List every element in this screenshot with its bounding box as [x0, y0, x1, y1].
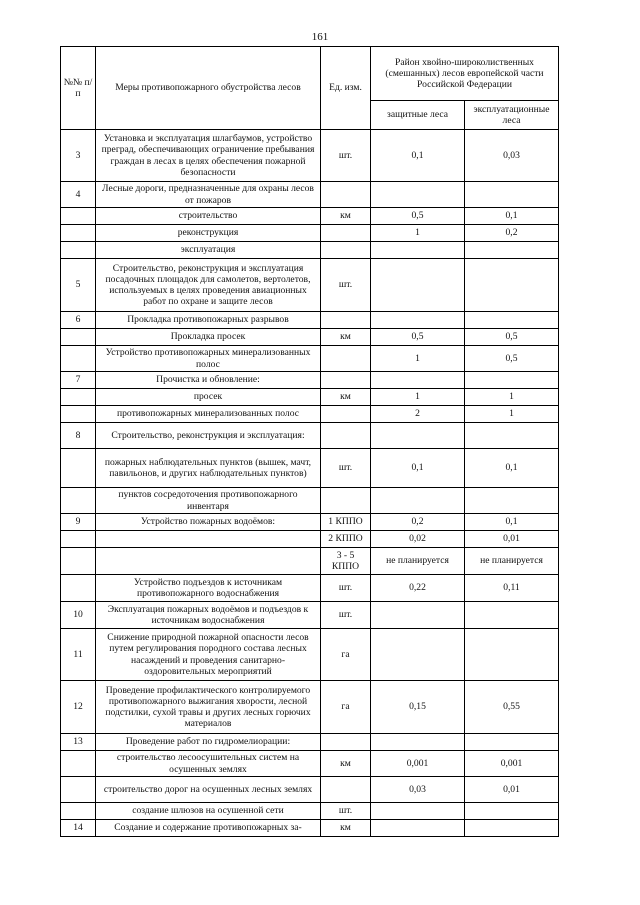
row-protective-value — [371, 734, 465, 751]
table-row — [61, 130, 559, 182]
row-number — [61, 575, 96, 602]
row-measure: эксплуатация — [96, 242, 321, 259]
row-protective-value: 0,02 — [371, 531, 465, 548]
row-measure: реконструкция — [96, 225, 321, 242]
row-protective-value: 0,5 — [371, 208, 465, 225]
row-unit: шт. — [321, 602, 371, 629]
table-row — [61, 346, 559, 372]
row-unit: км — [321, 751, 371, 777]
row-number: 9 — [61, 514, 96, 531]
row-number — [61, 548, 96, 575]
row-number — [61, 449, 96, 488]
table-row — [61, 372, 559, 389]
row-protective-value: 2 — [371, 406, 465, 423]
row-unit — [321, 182, 371, 208]
row-number — [61, 803, 96, 820]
row-number: 3 — [61, 130, 96, 182]
table-row — [61, 225, 559, 242]
table-row — [61, 803, 559, 820]
row-measure: Проведение профилактического контролируемого противопожарного выжигания хворости, лесной подстилки, сухой травы и других лесных горючих материалов — [96, 681, 321, 734]
row-unit — [321, 242, 371, 259]
row-protective-value — [371, 372, 465, 389]
row-exploitation-value: 0,55 — [465, 681, 559, 734]
row-exploitation-value — [465, 242, 559, 259]
row-exploitation-value: не планируется — [465, 548, 559, 575]
row-unit: шт. — [321, 259, 371, 312]
row-exploitation-value — [465, 820, 559, 837]
row-measure: строительство — [96, 208, 321, 225]
row-protective-value: 0,5 — [371, 329, 465, 346]
row-number: 8 — [61, 423, 96, 449]
row-protective-value — [371, 242, 465, 259]
row-number: 7 — [61, 372, 96, 389]
row-protective-value — [371, 602, 465, 629]
row-unit: шт. — [321, 449, 371, 488]
row-measure: пожарных наблюдательных пунктов (вышек, мачт, павильонов, и других наблюдательных пунктов) — [96, 449, 321, 488]
table-row — [61, 449, 559, 488]
row-unit: 1 КППО — [321, 514, 371, 531]
table-row — [61, 182, 559, 208]
row-unit: 3 - 5 КППО — [321, 548, 371, 575]
row-protective-value — [371, 312, 465, 329]
header-number: №№ п/п — [61, 47, 96, 130]
row-measure: Устройство подъездов к источникам противопожарного водоснабжения — [96, 575, 321, 602]
row-exploitation-value — [465, 423, 559, 449]
row-unit: шт. — [321, 803, 371, 820]
row-exploitation-value — [465, 312, 559, 329]
row-number — [61, 329, 96, 346]
table-row — [61, 329, 559, 346]
row-number — [61, 777, 96, 803]
row-number: 4 — [61, 182, 96, 208]
table-row — [61, 208, 559, 225]
row-measure: просек — [96, 389, 321, 406]
table-row — [61, 259, 559, 312]
row-number — [61, 488, 96, 514]
row-unit: км — [321, 329, 371, 346]
header-unit: Ед. изм. — [321, 47, 371, 130]
row-protective-value: 0,22 — [371, 575, 465, 602]
row-protective-value: 0,2 — [371, 514, 465, 531]
page-number: 161 — [311, 31, 329, 43]
row-protective-value — [371, 820, 465, 837]
table-row — [61, 406, 559, 423]
row-unit — [321, 423, 371, 449]
row-exploitation-value: 0,1 — [465, 449, 559, 488]
row-measure: Прокладка противопожарных разрывов — [96, 312, 321, 329]
row-measure: Создание и содержание противопожарных за- — [96, 820, 321, 837]
row-exploitation-value — [465, 182, 559, 208]
row-protective-value — [371, 488, 465, 514]
row-protective-value: 0,1 — [371, 130, 465, 182]
row-number — [61, 531, 96, 548]
header-protective-forests: защитные леса — [371, 101, 465, 130]
row-unit — [321, 488, 371, 514]
row-exploitation-value: 0,001 — [465, 751, 559, 777]
row-unit — [321, 372, 371, 389]
row-unit — [321, 734, 371, 751]
row-measure: строительство дорог на осушенных лесных землях — [96, 777, 321, 803]
row-exploitation-value — [465, 602, 559, 629]
row-number — [61, 751, 96, 777]
row-unit — [321, 225, 371, 242]
row-measure — [96, 531, 321, 548]
table-row — [61, 488, 559, 514]
row-unit — [321, 406, 371, 423]
row-protective-value — [371, 259, 465, 312]
row-number: 14 — [61, 820, 96, 837]
row-exploitation-value — [465, 803, 559, 820]
row-unit: шт. — [321, 575, 371, 602]
row-exploitation-value: 0,2 — [465, 225, 559, 242]
row-exploitation-value: 1 — [465, 406, 559, 423]
row-measure: Лесные дороги, предназначенные для охраны лесов от пожаров — [96, 182, 321, 208]
header-measures: Меры противопожарного обустройства лесов — [96, 47, 321, 130]
row-protective-value — [371, 423, 465, 449]
row-unit: га — [321, 629, 371, 681]
row-unit: км — [321, 208, 371, 225]
row-protective-value: 0,15 — [371, 681, 465, 734]
table-row — [61, 575, 559, 602]
row-protective-value — [371, 182, 465, 208]
row-measure — [96, 548, 321, 575]
table-row — [61, 242, 559, 259]
row-measure: Строительство, реконструкция и эксплуатация: — [96, 423, 321, 449]
row-measure: Прокладка просек — [96, 329, 321, 346]
table-row — [61, 312, 559, 329]
row-number — [61, 208, 96, 225]
row-exploitation-value: 0,11 — [465, 575, 559, 602]
row-number — [61, 225, 96, 242]
row-exploitation-value: 0,01 — [465, 777, 559, 803]
row-measure: Строительство, реконструкция и эксплуатация посадочных площадок для самолетов, вертолетов, используемых в целях проведения авиационных работ по охране и защите лесов — [96, 259, 321, 312]
row-unit: км — [321, 389, 371, 406]
table-row — [61, 514, 559, 531]
header-exploitation-forests: эксплуатационные леса — [465, 101, 559, 130]
table-row — [61, 389, 559, 406]
row-number: 12 — [61, 681, 96, 734]
row-exploitation-value — [465, 372, 559, 389]
row-measure: Устройство противопожарных минерализованных полос — [96, 346, 321, 372]
row-protective-value: 0,1 — [371, 449, 465, 488]
row-measure: строительство лесоосушительных систем на осушенных землях — [96, 751, 321, 777]
row-unit: шт. — [321, 130, 371, 182]
row-protective-value — [371, 803, 465, 820]
table-row — [61, 548, 559, 575]
row-measure: Проведение работ по гидромелиорации: — [96, 734, 321, 751]
row-measure: пунктов сосредоточения противопожарного инвентаря — [96, 488, 321, 514]
row-number: 10 — [61, 602, 96, 629]
row-number: 6 — [61, 312, 96, 329]
row-measure: противопожарных минерализованных полос — [96, 406, 321, 423]
table-row — [61, 423, 559, 449]
fire-measures-table — [60, 46, 559, 837]
row-measure: создание шлюзов на осушенной сети — [96, 803, 321, 820]
row-number: 13 — [61, 734, 96, 751]
row-measure: Эксплуатация пожарных водоёмов и подъездов к источникам водоснабжения — [96, 602, 321, 629]
row-protective-value: 0,03 — [371, 777, 465, 803]
table-row — [61, 681, 559, 734]
row-unit: га — [321, 681, 371, 734]
row-protective-value: не планируется — [371, 548, 465, 575]
row-exploitation-value: 1 — [465, 389, 559, 406]
row-exploitation-value — [465, 734, 559, 751]
row-exploitation-value: 0,5 — [465, 346, 559, 372]
row-exploitation-value: 0,1 — [465, 208, 559, 225]
row-unit — [321, 312, 371, 329]
table-row — [61, 734, 559, 751]
row-number — [61, 406, 96, 423]
row-protective-value — [371, 629, 465, 681]
table-row — [61, 629, 559, 681]
row-protective-value: 0,001 — [371, 751, 465, 777]
row-number — [61, 242, 96, 259]
row-unit: км — [321, 820, 371, 837]
header-region: Район хвойно-широколиственных (смешанных) лесов европейской части Российской Федерации — [371, 47, 559, 101]
row-measure: Устройство пожарных водоёмов: — [96, 514, 321, 531]
table-row — [61, 777, 559, 803]
row-unit — [321, 777, 371, 803]
row-measure: Прочистка и обновление: — [96, 372, 321, 389]
row-number: 11 — [61, 629, 96, 681]
row-exploitation-value — [465, 259, 559, 312]
row-measure: Установка и эксплуатация шлагбаумов, устройство преград, обеспечивающих ограничение пребывания граждан в лесах в целях обеспечения пожарной безопасности — [96, 130, 321, 182]
table-row — [61, 820, 559, 837]
table-row — [61, 751, 559, 777]
row-exploitation-value: 0,5 — [465, 329, 559, 346]
row-protective-value: 1 — [371, 225, 465, 242]
row-exploitation-value — [465, 629, 559, 681]
table-row — [61, 602, 559, 629]
row-number — [61, 389, 96, 406]
row-number: 5 — [61, 259, 96, 312]
table-row — [61, 531, 559, 548]
row-protective-value: 1 — [371, 346, 465, 372]
row-exploitation-value: 0,03 — [465, 130, 559, 182]
row-exploitation-value: 0,1 — [465, 514, 559, 531]
row-unit: 2 КППО — [321, 531, 371, 548]
row-number — [61, 346, 96, 372]
row-exploitation-value: 0,01 — [465, 531, 559, 548]
row-unit — [321, 346, 371, 372]
row-measure: Снижение природной пожарной опасности лесов путем регулирования породного состава лесных насаждений и проведения санитарно-оздоровительных мероприятий — [96, 629, 321, 681]
row-exploitation-value — [465, 488, 559, 514]
row-protective-value: 1 — [371, 389, 465, 406]
